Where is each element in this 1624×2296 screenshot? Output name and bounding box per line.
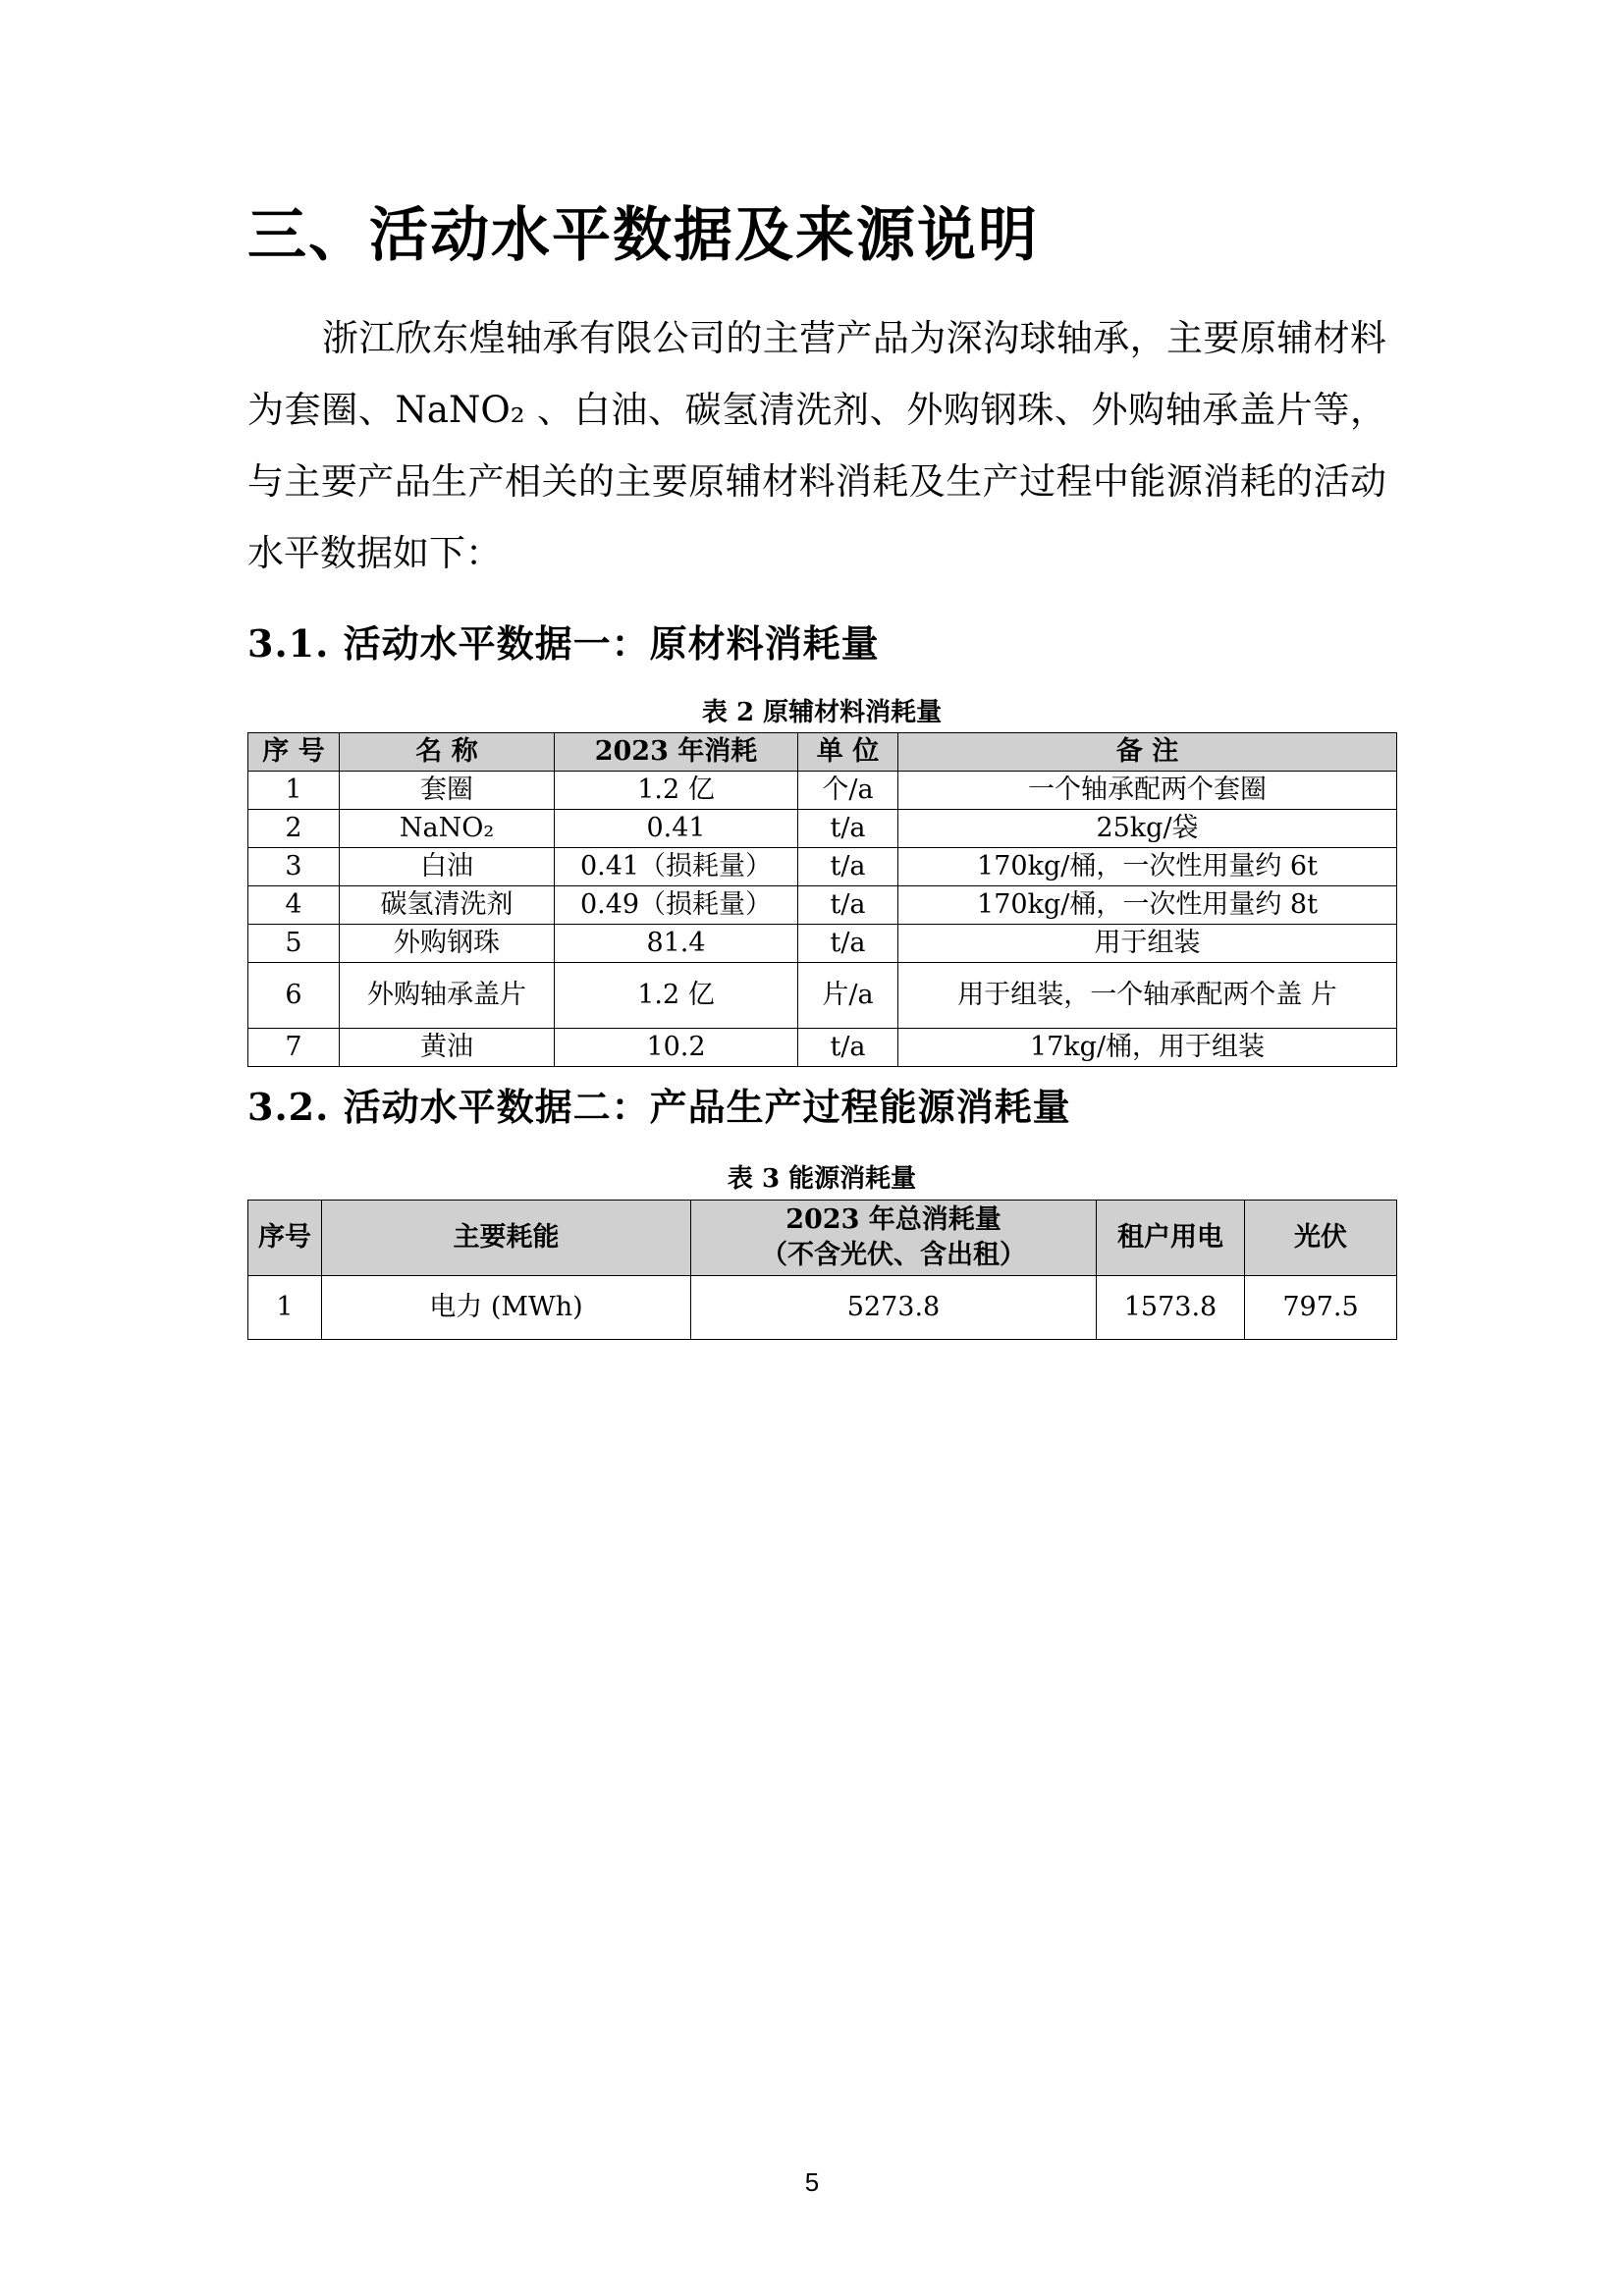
cell-remark: 一个轴承配两个套圈	[898, 772, 1397, 810]
cell-unit: t/a	[798, 925, 898, 963]
header-total-consumption	[691, 1201, 1097, 1276]
section-title: 三、活动水平数据及来源说明	[247, 201, 1039, 270]
header-index: 序 号	[248, 733, 340, 772]
cell-remark: 用于组装，一个轴承配两个盖 片	[898, 963, 1397, 1029]
table-row	[248, 848, 1397, 886]
table-row	[248, 886, 1397, 925]
header-consumption: 2023 年消耗	[555, 733, 798, 772]
header-unit: 单 位	[798, 733, 898, 772]
cell-consumption: 0.41	[555, 810, 798, 848]
cell-name: 外购轴承盖片	[340, 963, 555, 1029]
cell-remark: 17kg/桶，用于组装	[898, 1029, 1397, 1067]
intro-paragraph: 浙江欣东煌轴承有限公司的主营产品为深沟球轴承，主要原辅材料为套圈、NaNO₂ 、白油、碳氢清洗剂、外购钢珠、外购轴承盖片等，与主要产品生产相关的主要原辅材料消耗及生产过程中能源消耗的活动水平数据如下：	[247, 317, 1386, 574]
subsection-title-1: 3.1. 活动水平数据一：原材料消耗量	[247, 621, 880, 666]
table3-caption: 表 3 能源消耗量	[727, 1164, 917, 1194]
cell-index: 2	[248, 810, 340, 848]
cell-consumption: 1.2 亿	[555, 772, 798, 810]
energy-consumption-table	[247, 1200, 1397, 1340]
cell-energy-type: 电力 (MWh)	[322, 1276, 691, 1340]
table-row	[248, 772, 1397, 810]
cell-consumption: 0.49（损耗量）	[555, 886, 798, 925]
header-total-consumption-line2: （不含光伏、含出租）	[761, 1240, 1026, 1270]
cell-index: 1	[248, 772, 340, 810]
header-photovoltaic: 光伏	[1245, 1201, 1397, 1276]
cell-tenant-electricity: 1573.8	[1097, 1276, 1245, 1340]
table-header-row	[248, 1201, 1397, 1276]
cell-consumption: 81.4	[555, 925, 798, 963]
cell-unit: t/a	[798, 810, 898, 848]
cell-remark: 170kg/桶，一次性用量约 6t	[898, 848, 1397, 886]
cell-name: 外购钢珠	[340, 925, 555, 963]
header-remark: 备 注	[898, 733, 1397, 772]
cell-index: 3	[248, 848, 340, 886]
cell-total-consumption: 5273.8	[691, 1276, 1097, 1340]
table-header-row	[248, 733, 1397, 772]
cell-consumption: 10.2	[555, 1029, 798, 1067]
cell-photovoltaic: 797.5	[1245, 1276, 1397, 1340]
table-row	[248, 810, 1397, 848]
table-row	[248, 963, 1397, 1029]
cell-name: 黄油	[340, 1029, 555, 1067]
cell-name: 白油	[340, 848, 555, 886]
cell-consumption: 0.41（损耗量）	[555, 848, 798, 886]
table2-caption: 表 2 原辅材料消耗量	[701, 698, 943, 727]
header-total-consumption-line1: 2023 年总消耗量	[785, 1204, 1001, 1235]
cell-remark: 170kg/桶，一次性用量约 8t	[898, 886, 1397, 925]
header-index: 序号	[248, 1201, 322, 1276]
raw-materials-table	[247, 732, 1397, 1067]
cell-index: 4	[248, 886, 340, 925]
cell-consumption: 1.2 亿	[555, 963, 798, 1029]
subsection-title-2: 3.2. 活动水平数据二：产品生产过程能源消耗量	[247, 1085, 1071, 1129]
cell-index: 5	[248, 925, 340, 963]
header-energy-type: 主要耗能	[322, 1201, 691, 1276]
header-tenant-electricity: 租户用电	[1097, 1201, 1245, 1276]
cell-name: 套圈	[340, 772, 555, 810]
table-row	[248, 925, 1397, 963]
cell-remark: 25kg/袋	[898, 810, 1397, 848]
cell-unit: t/a	[798, 886, 898, 925]
cell-index: 7	[248, 1029, 340, 1067]
cell-unit: 片/a	[798, 963, 898, 1029]
cell-unit: t/a	[798, 848, 898, 886]
page-number: 5	[804, 2167, 820, 2197]
cell-index: 6	[248, 963, 340, 1029]
cell-unit: t/a	[798, 1029, 898, 1067]
header-name: 名 称	[340, 733, 555, 772]
table-row	[248, 1276, 1397, 1340]
cell-unit: 个/a	[798, 772, 898, 810]
cell-name: NaNO₂	[340, 810, 555, 848]
cell-name: 碳氢清洗剂	[340, 886, 555, 925]
table-row	[248, 1029, 1397, 1067]
cell-index: 1	[248, 1276, 322, 1340]
cell-remark: 用于组装	[898, 925, 1397, 963]
